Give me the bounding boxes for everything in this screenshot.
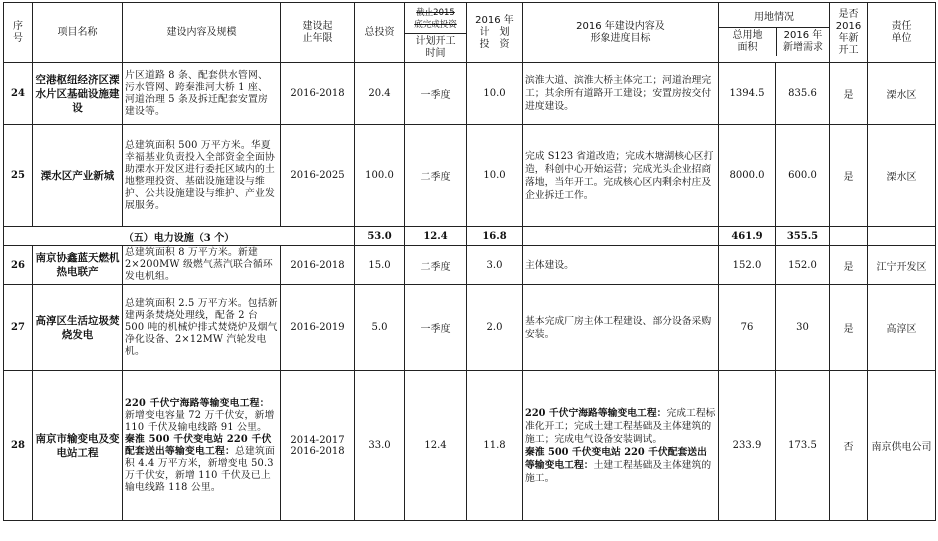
section-row	[4, 227, 936, 246]
row-name: 空港枢纽经济区溧水片区基础设施建设	[33, 63, 123, 125]
row-period: 2016-2018	[281, 246, 355, 285]
progress-a-title: 220 千伏宁海路等输变电工程：	[525, 407, 667, 419]
row-unit: 溧水区	[868, 63, 936, 125]
row-no: 25	[4, 125, 33, 227]
row-new-start: 否	[830, 371, 868, 521]
section-done: 12.4	[405, 227, 467, 246]
scope-b-body: 总建筑面积 4.4 万平方米，新增变电 50.3 万千伏安，新增 110 千伏及已上输电线路 118 公里。	[125, 445, 275, 493]
row-land-total: 152.0	[719, 246, 776, 285]
section-label: （五）电力设施（3 个）	[4, 227, 355, 246]
row-scope: 总建筑面积 500 万平方米。华夏幸福基业负责投入全部资金全面协助溧水开发区进行委托区域内的土地整理投资、基础设施建设与维护、公共设施建设与维护、产业发展服务。	[123, 125, 281, 227]
row-land-new: 30	[776, 285, 830, 371]
row-no: 28	[4, 371, 33, 521]
row-name: 高淳区生活垃圾焚烧发电	[33, 285, 123, 371]
section-total: 53.0	[355, 227, 405, 246]
row-land-total: 233.9	[719, 371, 776, 521]
row-progress: 基本完成厂房主体工程建设、部分设备采购安装。	[523, 285, 719, 371]
row-unit: 江宁开发区	[868, 246, 936, 285]
row-start: 一季度	[405, 63, 467, 125]
row-period: 2016-2018	[281, 63, 355, 125]
row-scope: 总建筑面积 8 万平方米。新建 2×200MW 级燃气蒸汽联合循环发电机组。	[123, 246, 281, 285]
section-land-total: 461.9	[719, 227, 776, 246]
row-plan: 3.0	[467, 246, 523, 285]
row-progress: 主体建设。	[523, 246, 719, 285]
row-land-new: 835.6	[776, 63, 830, 125]
header-start-label: 计划开工 时间	[415, 36, 456, 59]
header-total: 总投资	[355, 3, 405, 63]
row-start: 12.4	[405, 371, 467, 521]
row-unit: 高淳区	[868, 285, 936, 371]
header-land	[719, 3, 830, 63]
row-start: 二季度	[405, 246, 467, 285]
row-scope	[123, 371, 281, 521]
header-new-start: 是否 2016 年新 开工	[830, 3, 868, 63]
section-new-start-empty	[830, 227, 868, 246]
table-row	[4, 246, 936, 285]
row-plan: 10.0	[467, 125, 523, 227]
row-no: 27	[4, 285, 33, 371]
row-period	[281, 371, 355, 521]
header-land-new: 2016 年 新增需求	[783, 30, 823, 53]
header-scope: 建设内容及规模	[123, 3, 281, 63]
row-scope: 片区道路 8 条、配套供水管网、污水管网、跨秦淮河大桥 1 座、河道治理 5 条及拆迁配套安置房建设等。	[123, 63, 281, 125]
header-period: 建设起 止年限	[281, 3, 355, 63]
header-name: 项目名称	[33, 3, 123, 63]
header-seq: 序 号	[4, 3, 33, 63]
row-total: 33.0	[355, 371, 405, 521]
project-table	[3, 2, 936, 521]
table-row	[4, 125, 936, 227]
period-b: 2016-2018	[290, 445, 345, 457]
scope-a-title: 220 千伏宁海路等输变电工程：	[125, 397, 270, 409]
header-plan2016: 2016 年 计 划 投 资	[467, 3, 523, 63]
row-progress: 完成 S123 省道改造；完成木塘湖核心区打造，科创中心开始运营；完成光头企业招商落地，当年开工。完成核心区内剩余村庄及企业拆迁工作。	[523, 125, 719, 227]
row-progress: 滨淮大道、滨淮大桥主体完工；河道治理完工；其余所有道路开工建设；安置房按交付进度建设。	[523, 63, 719, 125]
scope-a-body: 新增变电容量 72 万千伏安，新增 110 千伏及输电线路 91 公里。	[125, 409, 275, 433]
row-new-start: 是	[830, 63, 868, 125]
table-row	[4, 371, 936, 521]
progress-b-body: 土建工程基础及主体建筑的施工。	[525, 459, 712, 484]
header-row	[4, 3, 936, 63]
row-total: 5.0	[355, 285, 405, 371]
row-period: 2016-2019	[281, 285, 355, 371]
row-start: 二季度	[405, 125, 467, 227]
row-total: 100.0	[355, 125, 405, 227]
header-land-label: 用地情况	[719, 9, 829, 28]
section-plan: 16.8	[467, 227, 523, 246]
row-land-new: 173.5	[776, 371, 830, 521]
section-progress-empty	[523, 227, 719, 246]
row-land-total: 8000.0	[719, 125, 776, 227]
row-land-total: 76	[719, 285, 776, 371]
row-total: 20.4	[355, 63, 405, 125]
row-plan: 11.8	[467, 371, 523, 521]
row-period: 2016-2025	[281, 125, 355, 227]
row-total: 15.0	[355, 246, 405, 285]
progress-b-title: 秦淮 500 千伏变电站 220 千伏配套送出等输变电工程：	[525, 446, 707, 471]
progress-a-body: 完成工程标准化开工；完成土建工程基础及主体建筑的施工；完成电气设备安装调试。	[525, 407, 716, 445]
row-land-new: 152.0	[776, 246, 830, 285]
row-unit: 溧水区	[868, 125, 936, 227]
header-land-total: 总用地 面积	[719, 28, 777, 56]
section-unit-empty	[868, 227, 936, 246]
header-content2016: 2016 年建设内容及 形象进度目标	[523, 3, 719, 63]
row-name: 南京协鑫蓝天燃机热电联产	[33, 246, 123, 285]
row-new-start: 是	[830, 285, 868, 371]
header-unit: 责任 单位	[868, 3, 936, 63]
row-plan: 2.0	[467, 285, 523, 371]
row-no: 26	[4, 246, 33, 285]
row-scope: 总建筑面积 2.5 万平方米。包括新建两条焚烧处理线，配备 2 台 500 吨的机械炉排式焚烧炉及烟气净化设备、2×12MW 汽轮发电机。	[123, 285, 281, 371]
period-a: 2014-2017	[290, 434, 345, 446]
row-land-total: 1394.5	[719, 63, 776, 125]
row-name: 溧水区产业新城	[33, 125, 123, 227]
row-progress	[523, 371, 719, 521]
scope-b-title: 秦淮 500 千伏变电站 220 千伏配套送出等输变电工程：	[125, 433, 272, 457]
section-land-new: 355.5	[776, 227, 830, 246]
row-no: 24	[4, 63, 33, 125]
row-plan: 10.0	[467, 63, 523, 125]
header-done-label: 截止2015 底完成投资	[405, 5, 466, 34]
table-row	[4, 285, 936, 371]
row-land-new: 600.0	[776, 125, 830, 227]
row-start: 一季度	[405, 285, 467, 371]
row-name: 南京市输变电及变电站工程	[33, 371, 123, 521]
header-start	[405, 3, 467, 63]
row-new-start: 是	[830, 125, 868, 227]
row-unit: 南京供电公司	[868, 371, 936, 521]
row-new-start: 是	[830, 246, 868, 285]
table-row	[4, 63, 936, 125]
